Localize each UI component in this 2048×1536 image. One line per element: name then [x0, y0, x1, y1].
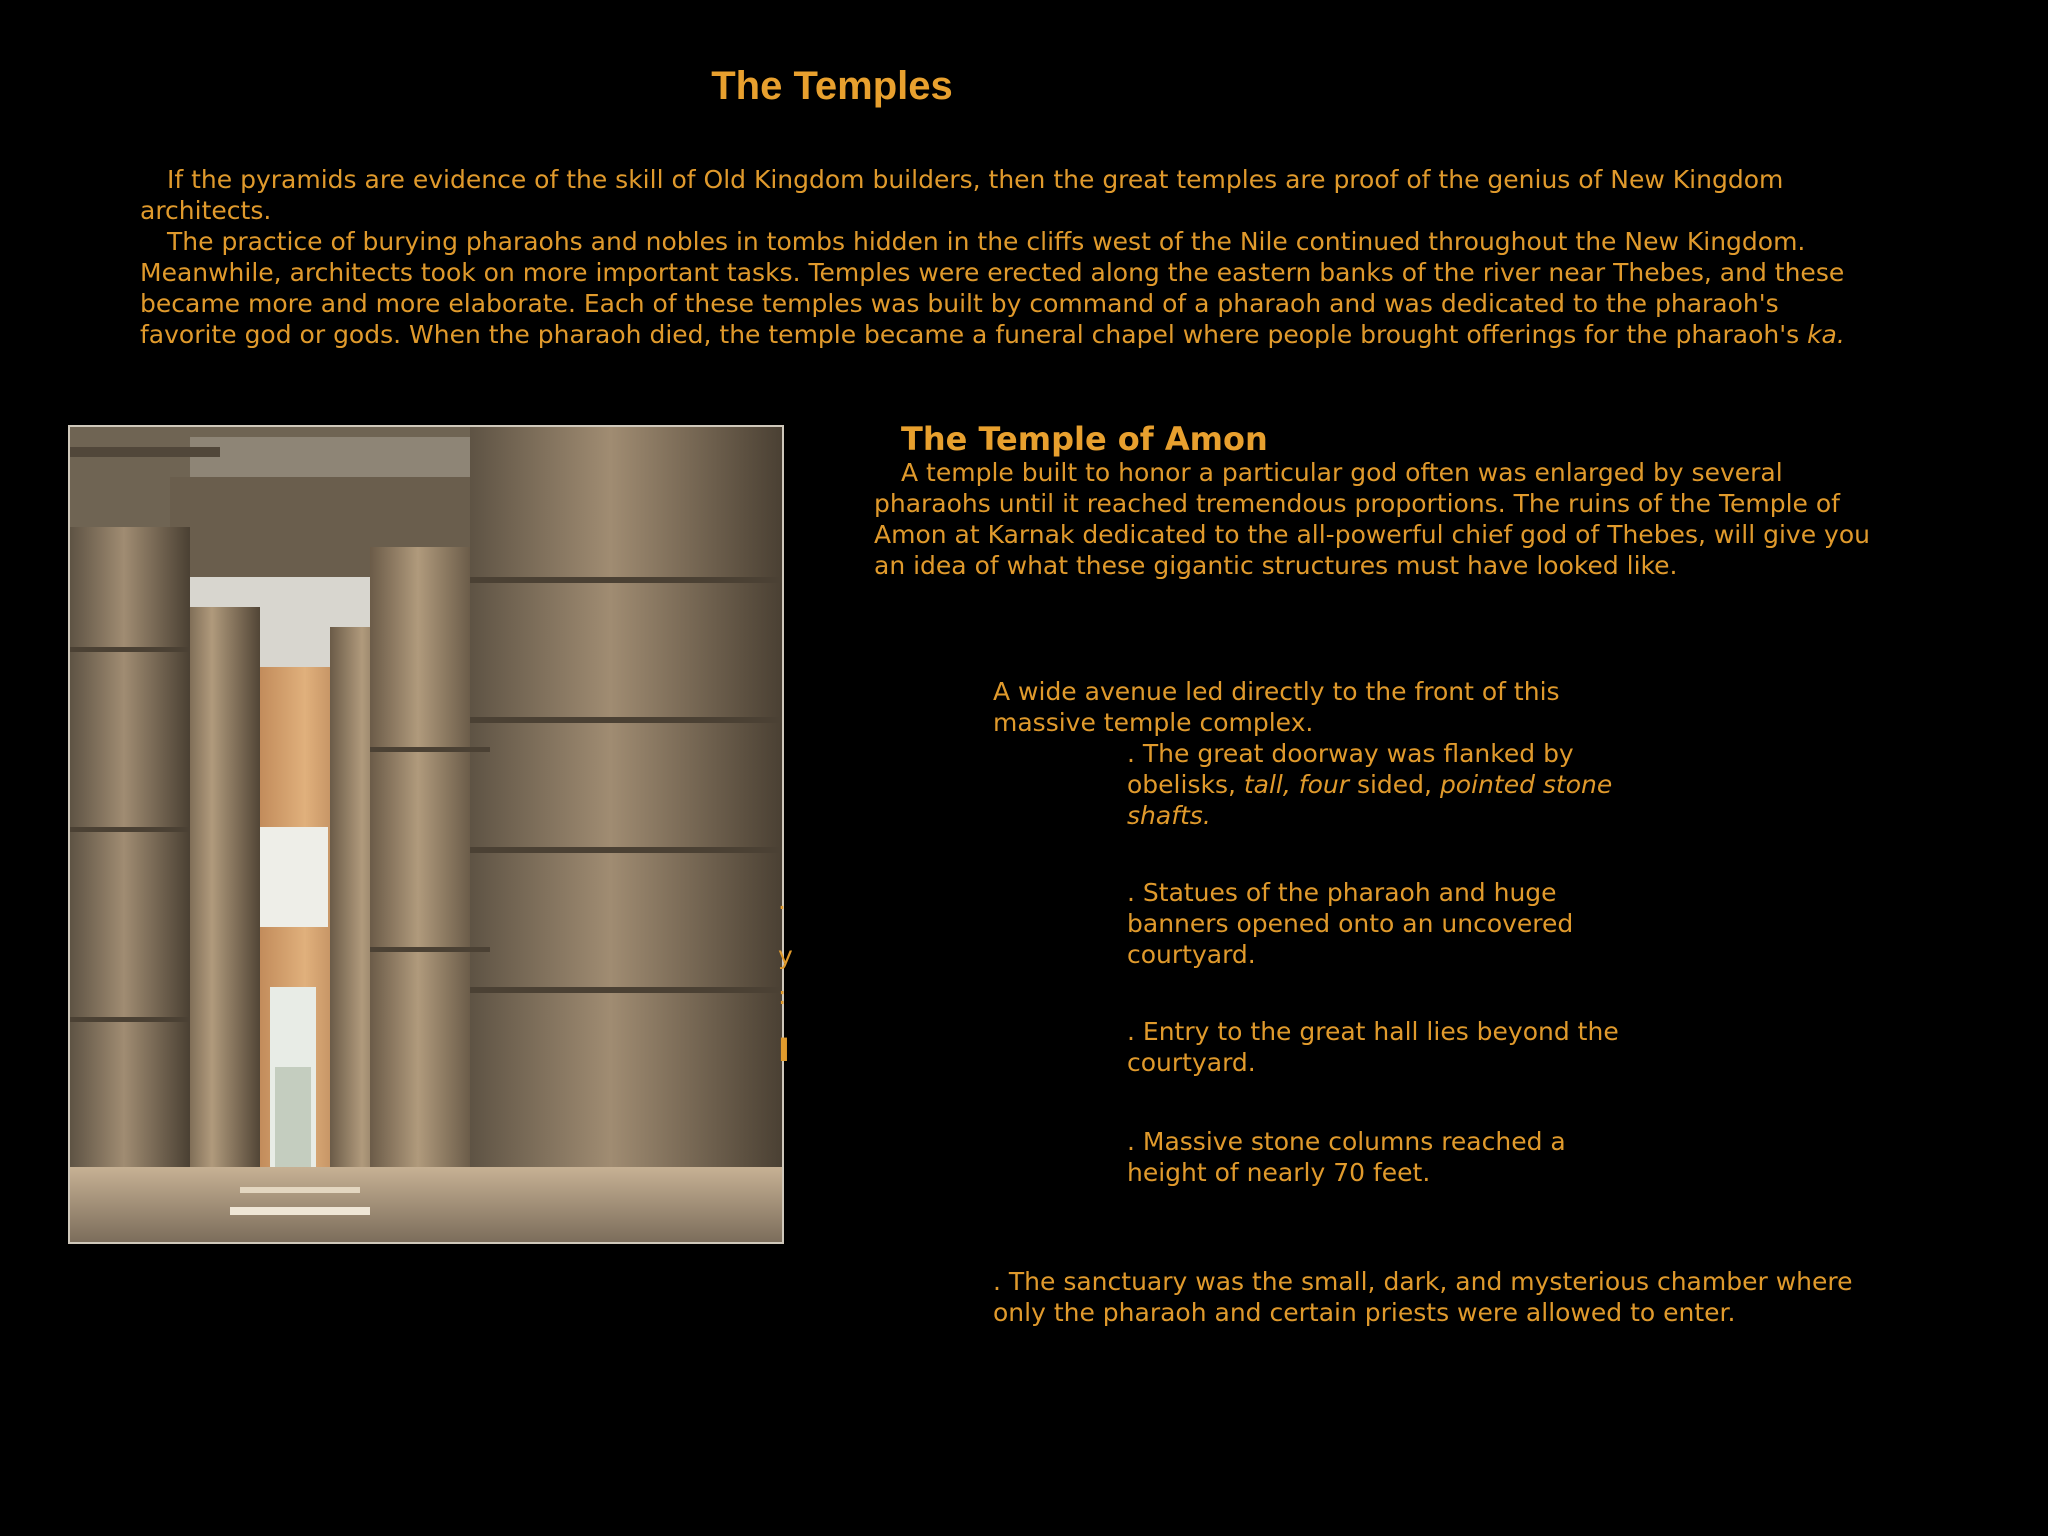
desc-statues: . Statues of the pharaoh and huge banners opened onto an uncovered courtyard. [1127, 878, 1574, 969]
stray-text-colon: : [778, 981, 787, 1010]
desc-columns: . Massive stone columns reached a height of nearly 70 feet. [1127, 1127, 1566, 1187]
section-heading-amon: The Temple of Amon [901, 420, 1268, 458]
desc-sanctuary: . The sanctuary was the small, dark, and mysterious chamber where only the pharaoh and certain priests were allowed to enter. [993, 1267, 1853, 1327]
karnak-columns-photo [68, 425, 787, 1244]
stray-text-y: y [778, 941, 793, 970]
intro-paragraph-2: The practice of burying pharaohs and nobles in tombs hidden in the cliffs west of the Nile continued throughout the New Kingdom. Meanwhile, architects took on more important tasks. Temples were erected along the eastern banks of the river near Thebes, and these became more and more elaborate. Each of these temples was built by command of a pharaoh and was dedicated to the pharaoh's favorite god or gods. When the pharaoh died, the temple became a funeral chapel where people brought offerings for the pharaoh's ka. [140, 227, 1845, 349]
hypostyle-hall-image [70, 427, 782, 1242]
stray-text-dot: . [778, 886, 786, 915]
intro-paragraph-1: If the pyramids are evidence of the skill of Old Kingdom builders, then the great temples are proof of the genius of New Kingdom architects. [140, 165, 1784, 225]
desc-doorway: . The great doorway was flanked by obelisks, tall, four sided, pointed stone shafts. [1127, 739, 1613, 830]
amon-paragraph: A temple built to honor a particular god often was enlarged by several pharaohs until it reached tremendous proportions. The ruins of the Temple of Amon at Karnak dedicated to the all-powerful chief god of Thebes, will give you an idea of what these gigantic structures must have looked like. [874, 458, 1870, 580]
page-title: The Temples [711, 64, 953, 108]
desc-great-hall: . Entry to the great hall lies beyond the courtyard. [1127, 1017, 1619, 1077]
intro-text [140, 164, 1880, 350]
desc-avenue: A wide avenue led directly to the front of this massive temple complex. [993, 677, 1560, 737]
stray-text-i: I [778, 1031, 790, 1069]
